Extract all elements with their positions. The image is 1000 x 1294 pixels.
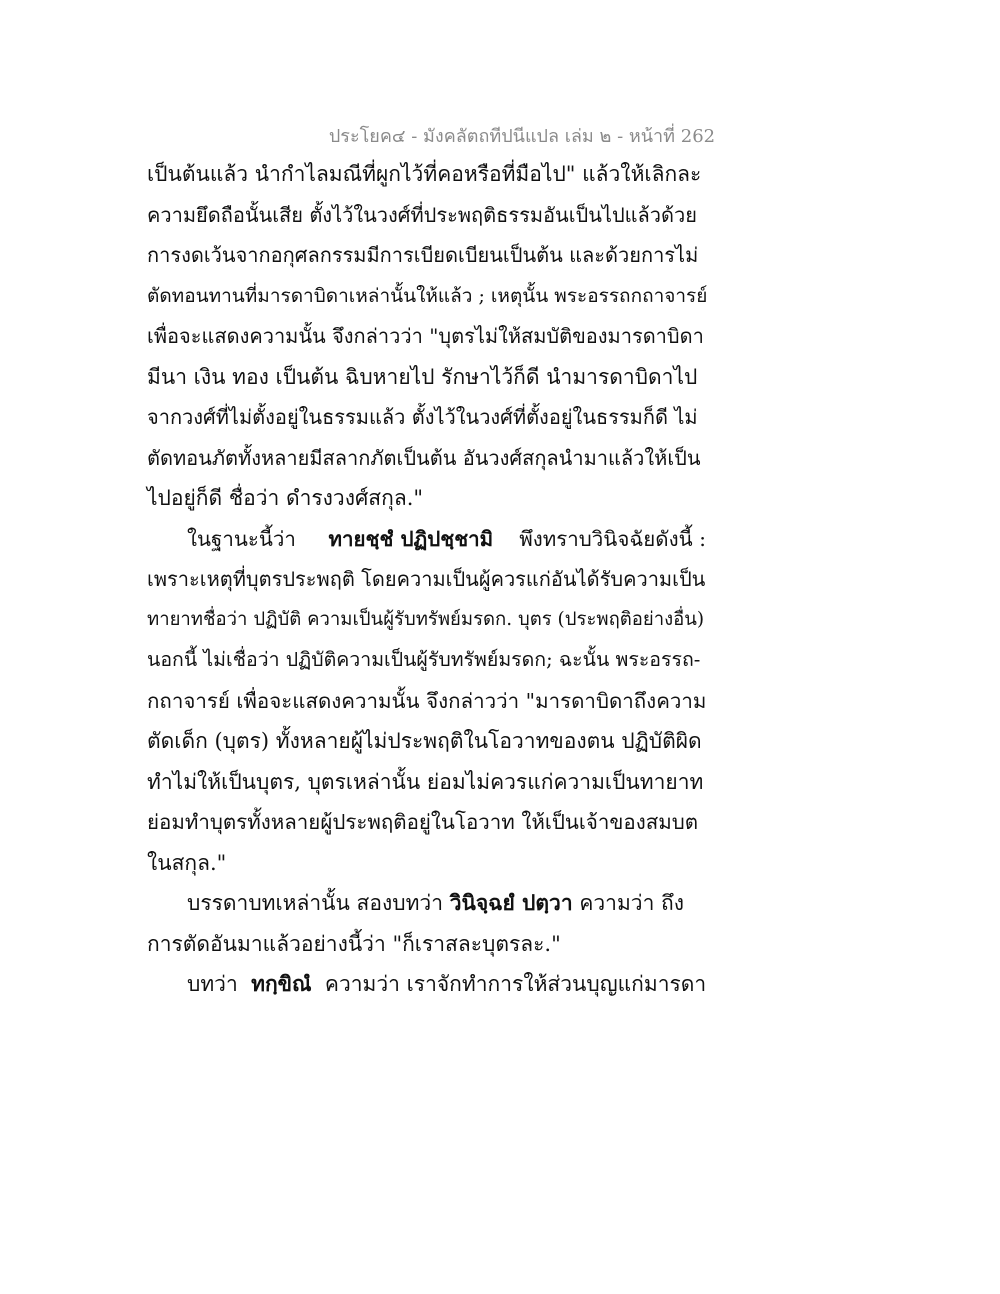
text-span: บทว่า [187,972,238,996]
text-span: ความว่า ถึง [579,891,685,915]
text-line: มีนา เงิน ทอง เป็นต้น ฉิบหายไป รักษาไว้ก็ดี นำมารดาบิดาไป [147,364,698,389]
text-line: เพราะเหตุที่บุตรประพฤติ โดยความเป็นผู้ควรแก่อันได้รับความเป็น [147,567,706,591]
text-line: ตัดทอนทานที่มารดาบิดาเหล่านั้นให้แล้ว ; เหตุนั้น พระอรรถกถาจารย์ [147,284,708,307]
text-line: ตัดทอนภัตทั้งหลายมีสลากภัตเป็นต้น อันวงศ์สกุลนำมาแล้วให้เป็น [147,445,701,470]
text-line: ทำไม่ให้เป็นบุตร, บุตรเหล่านั้น ย่อมไม่ควรแก่ความเป็นทายาท [147,769,704,794]
text-span: บรรดาบทเหล่านั้น สองบทว่า [187,891,443,915]
paragraph-first-line [147,964,707,1005]
running-header-text: ประโยค๔ - มังคลัตถทีปนีแปล เล่ม ๒ - หน้าที่ 262 [328,126,716,147]
text-line: ทายาทชื่อว่า ปฏิบัติ ความเป็นผู้รับทรัพย์มรดก. บุตร (ประพฤติอย่างอื่น) [147,608,705,630]
text-line: การตัดอันมาแล้วอย่างนี้ว่า "ก็เราสละบุตรละ." [147,931,561,956]
pali-term: วินิจฺฉยํ ปตฺวา [449,890,573,915]
text-line: เพื่อจะแสดงความนั้น จึงกล่าวว่า "บุตรไม่ให้สมบัติของมารดาบิดา [147,324,704,348]
text-line: การงดเว้นจากอกุศลกรรมมีการเบียดเบียนเป็นต้น และด้วยการไม่ [147,243,699,267]
body-text [147,154,707,1005]
text-span: ในฐานะนี้ว่า [187,526,296,551]
text-line: ในสกุล." [147,850,227,875]
text-line: ย่อมทำบุตรทั้งหลายผู้ประพฤติอยู่ในโอวาท ให้เป็นเจ้าของสมบต [147,810,699,834]
text-span: ความว่า เราจักทำการให้ส่วนบุญแก่มารดา [324,972,707,996]
text-line: ความยึดถือนั้นเสีย ตั้งไว้ในวงศ์ที่ประพฤติธรรมอันเป็นไปแล้วด้วย [147,202,697,227]
text-line: จากวงศ์ที่ไม่ตั้งอยู่ในธรรมแล้ว ตั้งไว้ในวงศ์ที่ตั้งอยู่ในธรรมก็ดี ไม่ [147,405,698,429]
text-line: เป็นต้นแล้ว นำกำไลมณีที่ผูกไว้ที่คอหรือที่มือไป" แล้วให้เลิกละ [147,162,702,186]
paragraph-first-line [147,519,707,560]
pali-term: ทกฺขิณํ [251,971,312,996]
text-line: กถาจารย์ เพื่อจะแสดงความนั้น จึงกล่าวว่า "มารดาบิดาถึงความ [147,688,707,713]
text-line: ไปอยู่ก็ดี ชื่อว่า ดำรงวงศ์สกุล." [147,486,424,510]
text-span: พึงทราบวินิจฉัยดังนี้ : [519,526,707,551]
paragraph-first-line [147,883,707,924]
text-line: นอกนี้ ไม่เชื่อว่า ปฏิบัติความเป็นผู้รับทรัพย์มรดก; ฉะนั้น พระอรรถ- [147,648,701,671]
running-header [0,121,1000,150]
pali-term: ทายชฺชํ ปฏิปชฺชามิ [328,526,494,551]
text-line: ตัดเด็ก (บุตร) ทั้งหลายผู้ไม่ประพฤติในโอวาทของตน ปฏิบัติผิด [147,729,702,753]
